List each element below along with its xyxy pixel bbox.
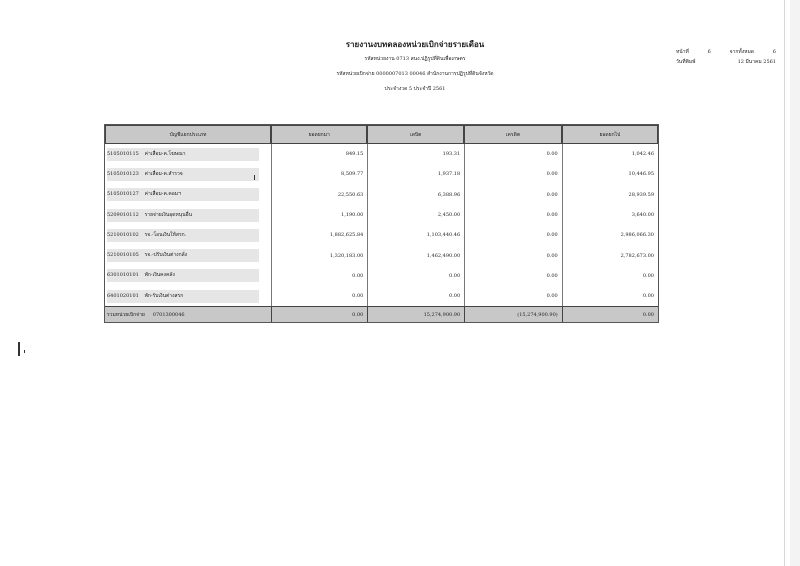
account-box	[107, 229, 259, 242]
account-code: 6401020101	[107, 292, 139, 299]
total-pages-value: 6	[772, 49, 776, 55]
account-cell	[105, 266, 271, 286]
brought-forward-cell: 1,190.00	[271, 205, 367, 225]
account-box	[107, 148, 259, 161]
period-line: ประจำงวด 5 ประจำปี 2561	[384, 85, 446, 92]
header-credit: เครดิต	[464, 125, 562, 144]
print-date-label: วันที่พิมพ์	[676, 58, 696, 65]
page-edge-shadow	[790, 0, 800, 566]
account-name: ค่าเสื่อม-ค.สำรวจ	[144, 170, 183, 177]
report-header	[290, 40, 540, 92]
total-row	[105, 306, 658, 322]
print-date-value: 12 มีนาคม 2561	[737, 58, 776, 65]
total-credit: (15,274,900.90)	[464, 306, 562, 322]
total-pages-label: จากทั้งหมด	[729, 49, 754, 55]
account-cell	[105, 185, 271, 205]
account-box	[107, 188, 259, 201]
page-info	[676, 48, 776, 67]
debit-cell: 1,462,490.00	[367, 245, 464, 265]
agency-line: รหัสหน่วยงาน 0713 สนง.ปฏิรูปที่ดินเพื่อเกษตร	[364, 55, 466, 62]
credit-cell: 0.00	[464, 164, 562, 184]
page-edge-line	[784, 0, 785, 566]
debit-cell: 6,388.96	[367, 185, 464, 205]
credit-cell: 0.00	[464, 245, 562, 265]
table-row	[105, 225, 658, 245]
credit-cell: 0.00	[464, 185, 562, 205]
debit-cell: 193.31	[367, 144, 464, 164]
table-row	[105, 185, 658, 205]
scan-mark	[18, 342, 20, 356]
table-row	[105, 245, 658, 265]
account-name: รจ.-ปรับเงินต่างกลั่ง	[144, 252, 188, 259]
scan-mark	[254, 175, 255, 180]
carried-forward-cell: 0.00	[562, 266, 658, 286]
account-name: ค่าเสื่อม-ค.คอมฯ	[144, 191, 181, 198]
account-cell	[105, 286, 271, 306]
account-name: รายจ่ายเงินอุดหนุนอื่น	[144, 211, 193, 218]
account-box	[107, 168, 259, 181]
account-code: 5210010105	[107, 252, 139, 259]
carried-forward-cell: 28,939.59	[562, 185, 658, 205]
total-carried-forward: 0.00	[562, 306, 658, 322]
brought-forward-cell: 22,550.63	[271, 185, 367, 205]
trial-balance-table	[104, 124, 659, 323]
total-label: รวมหน่วยเบิกจ่าย	[107, 311, 145, 318]
brought-forward-cell: 8,509.77	[271, 164, 367, 184]
account-code: 5105010123	[107, 170, 139, 177]
account-code: 5105010127	[107, 191, 139, 198]
account-cell	[105, 225, 271, 245]
carried-forward-cell: 0.00	[562, 286, 658, 306]
account-code: 5209010112	[107, 211, 139, 218]
disbursing-unit-line: รหัสหน่วยเบิกจ่าย 0000007013 00046 สำนักงานการปฏิรูปที่ดินจังหวัด	[336, 70, 494, 77]
account-code: 6301010101	[107, 272, 139, 279]
carried-forward-cell: 2,986,066.30	[562, 225, 658, 245]
account-name: รจ.-โอนเงินให้สรก.	[144, 231, 187, 238]
brought-forward-cell: 849.15	[271, 144, 367, 164]
table-row	[105, 286, 658, 306]
brought-forward-cell: 1,882,625.84	[271, 225, 367, 245]
header-debit: เดบิต	[367, 125, 464, 144]
carried-forward-cell: 3,640.00	[562, 205, 658, 225]
total-unit-code: 0701300046	[152, 311, 185, 318]
table-header-row	[105, 125, 658, 144]
account-code: 5105010115	[107, 150, 139, 157]
account-name: พัก-เงินคงคลัง	[144, 272, 175, 279]
account-code: 5210010102	[107, 231, 139, 238]
total-debit: 15,274,900.90	[367, 306, 464, 322]
account-cell	[105, 164, 271, 184]
carried-forward-cell: 10,446.95	[562, 164, 658, 184]
account-box	[107, 209, 259, 222]
account-cell	[105, 205, 271, 225]
account-name: พัก-รับเงินต่างสรก	[144, 292, 184, 299]
page-value: 6	[707, 49, 711, 55]
header-account: บัญชีแยกประเภท	[105, 125, 271, 144]
account-name: ค่าเสื่อม-ค.โฆษณา	[144, 150, 186, 157]
total-label-cell	[105, 306, 271, 322]
total-brought-forward: 0.00	[271, 306, 367, 322]
carried-forward-cell: 2,782,673.00	[562, 245, 658, 265]
table-row	[105, 266, 658, 286]
debit-cell: 0.00	[367, 286, 464, 306]
account-box	[107, 269, 259, 282]
carried-forward-cell: 1,042.46	[562, 144, 658, 164]
scan-mark	[24, 350, 25, 353]
print-date-row	[676, 58, 776, 68]
brought-forward-cell: 1,320,183.00	[271, 245, 367, 265]
page-label: หน้าที่	[676, 49, 689, 55]
debit-cell: 0.00	[367, 266, 464, 286]
account-box	[107, 290, 259, 303]
table-row	[105, 164, 658, 184]
table-row	[105, 144, 658, 164]
credit-cell: 0.00	[464, 286, 562, 306]
credit-cell: 0.00	[464, 144, 562, 164]
debit-cell: 2,450.00	[367, 205, 464, 225]
report-title: รายงานงบทดลองหน่วยเบิกจ่ายรายเดือน	[345, 39, 485, 49]
header-carried-forward: ยอดยกไป	[562, 125, 658, 144]
brought-forward-cell: 0.00	[271, 266, 367, 286]
account-cell	[105, 144, 271, 164]
header-brought-forward: ยอดยกมา	[271, 125, 367, 144]
brought-forward-cell: 0.00	[271, 286, 367, 306]
account-cell	[105, 245, 271, 265]
debit-cell: 1,937.18	[367, 164, 464, 184]
credit-cell: 0.00	[464, 266, 562, 286]
credit-cell: 0.00	[464, 205, 562, 225]
account-box	[107, 249, 259, 262]
page-number-row	[676, 48, 776, 58]
table-row	[105, 205, 658, 225]
credit-cell: 0.00	[464, 225, 562, 245]
debit-cell: 1,103,440.46	[367, 225, 464, 245]
